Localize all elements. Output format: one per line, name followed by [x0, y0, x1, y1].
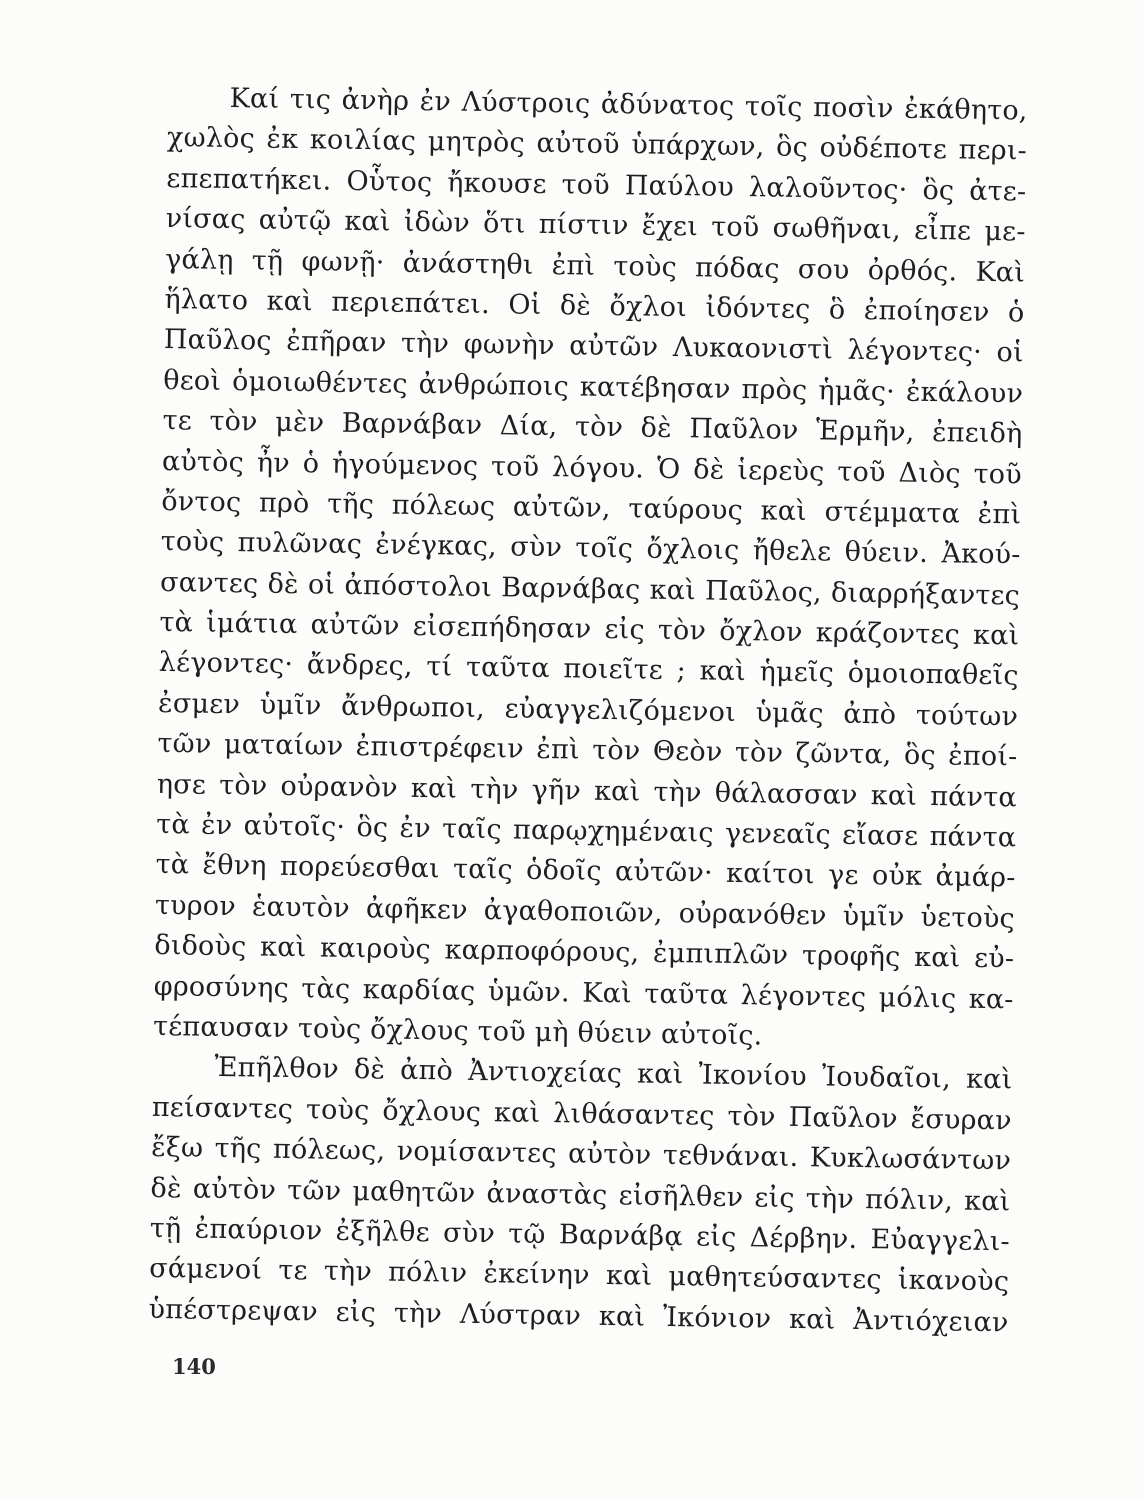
text-line: τε τὸν μὲν Βαρνάβαν Δία, τὸν δὲ Παῦλον Ἑρμῆν, ἐπειδὴ — [162, 405, 1023, 450]
text-line: φροσύνης τὰς καρδίας ὑμῶν. Καὶ ταῦτα λέγοντες μόλις κα- — [153, 970, 1014, 1015]
text-line: τοὺς πυλῶνας ἐνέγκας, σὺν τοῖς ὄχλοις ἤθελε θύειν. Ἀκού- — [160, 526, 1021, 571]
text-line: Καί τις ἀνὴρ ἐν Λύστροις ἀδύνατος τοῖς ποσὶν ἐκάθητο, — [229, 82, 1028, 127]
text-line: σαντες δὲ οἱ ἀπόστολοι Βαρνάβας καὶ Παῦλος, διαρρήξαντες — [159, 566, 1021, 612]
text-line: τέπαυσαν τοὺς ὄχλους τοῦ μὴ θύειν αὐτοῖς. — [152, 1010, 763, 1052]
text-line: χωλὸς ἐκ κοιλίας μητρὸς αὐτοῦ ὑπάρχων, ὃς οὐδέποτε περι- — [166, 122, 1028, 167]
text-line: διδοὺς καὶ καιροὺς καρποφόρους, ἐμπιπλῶν τροφῆς καὶ εὐ- — [154, 930, 1015, 975]
text-line: ἥλατο καὶ περιεπάτει. Οἱ δὲ ὄχλοι ἰδόντες ὃ ἐποίησεν ὁ — [164, 283, 1025, 329]
text-line: σάμενοί τε τὴν πόλιν ἐκείνην καὶ μαθητεύσαντες ἱκανοὺς — [149, 1253, 1010, 1298]
text-line: τὰ ἱμάτια αὐτῶν εἰσεπήδησαν εἰς τὸν ὄχλον κράζοντες καὶ — [159, 607, 1020, 652]
text-line: Ἐπῆλθον δὲ ἀπὸ Ἀντιοχείας καὶ Ἰκονίου Ἰουδαῖοι, καὶ — [214, 1052, 1013, 1096]
text-line: πείσαντες τοὺς ὄχλους καὶ λιθάσαντες τὸν Παῦλον ἔσυραν — [151, 1091, 1012, 1137]
text-line: τυρον ἑαυτὸν ἀφῆκεν ἀγαθοποιῶν, οὐρανόθεν ὑμῖν ὑετοὺς — [154, 889, 1016, 935]
text-line: τὰ ἐν αὐτοῖς· ὃς ἐν ταῖς παρῳχημέναις γενεαῖς εἴασε πάντα — [156, 808, 1017, 854]
text-line: ὄντος πρὸ τῆς πόλεως αὐτῶν, ταύρους καὶ στέμματα ἐπὶ — [161, 485, 1022, 531]
text-line: τῇ ἐπαύριον ἐξῆλθε σὺν τῷ Βαρνάβᾳ εἰς Δέρβην. Εὐαγγελι- — [149, 1212, 1011, 1258]
text-line: αὐτὸς ἦν ὁ ἡγούμενος τοῦ λόγου. Ὁ δὲ ἱερεὺς τοῦ Διὸς τοῦ — [161, 445, 1023, 490]
text-line: ἔξω τῆς πόλεως, νομίσαντες αὐτὸν τεθνάναι. Κυκλωσάντων — [150, 1132, 1012, 1177]
text-line: νίσας αὐτῷ καὶ ἰδὼν ὅτι πίστιν ἔχει τοῦ σωθῆναι, εἶπε με- — [165, 203, 1026, 248]
text-line: τῶν ματαίων ἐπιστρέφειν ἐπὶ τὸν Θεὸν τὸν ζῶντα, ὃς ἐποί- — [157, 728, 1018, 773]
text-line: λέγοντες· ἄνδρες, τί ταῦτα ποιεῖτε ; καὶ ἡμεῖς ὁμοιοπαθεῖς — [158, 647, 1019, 692]
text-line: γάλῃ τῇ φωνῇ· ἀνάστηθι ἐπὶ τοὺς πόδας σου ὀρθός. Καὶ — [164, 243, 1026, 289]
text-line: ησε τὸν οὐρανὸν καὶ τὴν γῆν καὶ τὴν θάλασσαν καὶ πάντα — [156, 768, 1018, 814]
body-text — [148, 78, 1028, 1343]
text-line: θεοὶ ὁμοιωθέντες ἀνθρώποις κατέβησαν πρὸς ἡμᾶς· ἐκάλουν — [163, 364, 1024, 410]
text-line: ἐσμεν ὑμῖν ἄνθρωποι, εὐαγγελιζόμενοι ὑμᾶς ἀπὸ τούτων — [157, 687, 1019, 733]
text-line: τὰ ἔθνη πορεύεσθαι ταῖς ὁδοῖς αὐτῶν· καίτοι γε οὐκ ἀμάρ- — [155, 849, 1016, 894]
page-number: 140 — [172, 1354, 216, 1379]
text-line: επεπατήκει. Οὗτος ἤκουσε τοῦ Παύλου λαλοῦντος· ὃς ἀτε- — [166, 162, 1027, 208]
text-line: δὲ αὐτὸν τῶν μαθητῶν ἀναστὰς εἰσῆλθεν εἰς τὴν πόλιν, καὶ — [150, 1172, 1011, 1217]
text-line: Παῦλος ἐπῆραν τὴν φωνὴν αὐτῶν Λυκαονιστὶ λέγοντες· οἱ — [163, 324, 1025, 369]
text-line: ὑπέστρεψαν εἰς τὴν Λύστραν καὶ Ἰκόνιον καὶ Ἀντιόχειαν — [148, 1293, 1009, 1339]
